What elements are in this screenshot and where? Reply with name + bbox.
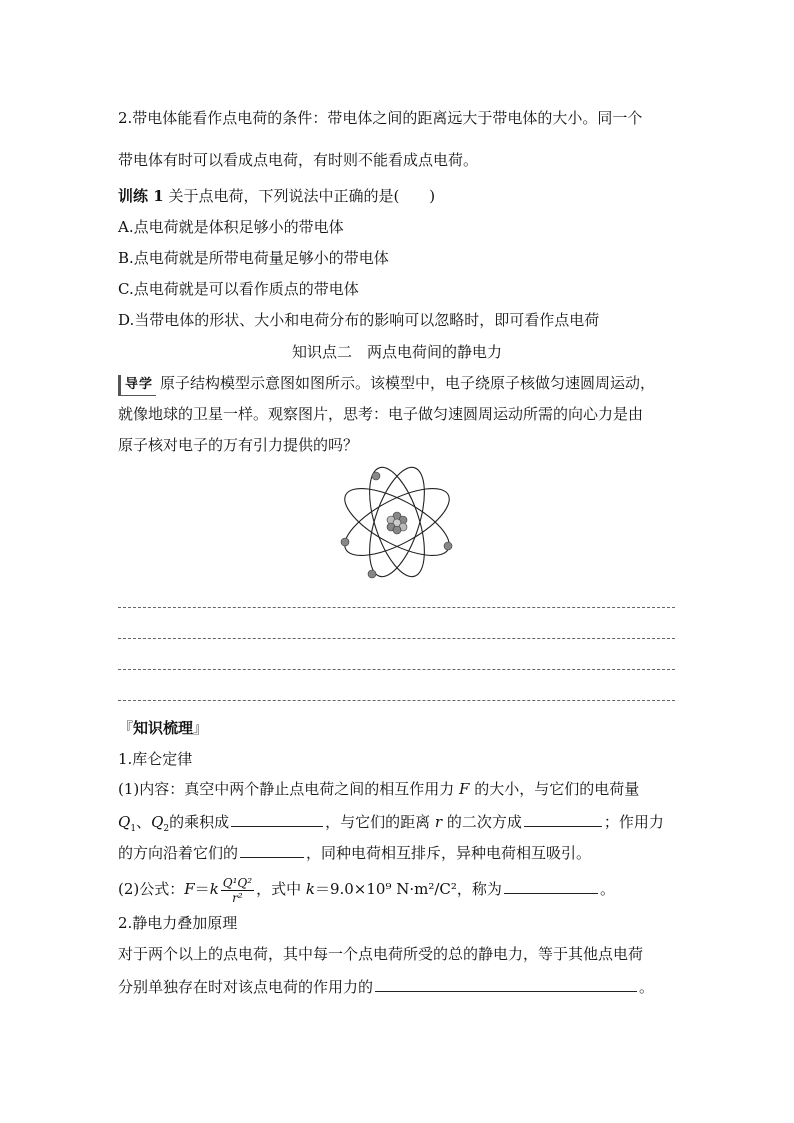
option-a: A.点电荷就是体积足够小的带电体 [118, 218, 344, 236]
guide-line3: 原子核对电子的万有引力提供的吗？ [118, 436, 359, 454]
coulomb-content-line2: $Q_1$、$Q_2$的乘积成 ，与它们的距离 r 的二次方成 ；作用力 [118, 810, 664, 839]
formula-fraction: $\frac{\text{Q¹Q²}}{\text{r²}}$ [222, 875, 253, 905]
training-label: 训练 1 [118, 187, 164, 205]
blank-constant-name[interactable] [504, 877, 598, 894]
electron [372, 472, 380, 480]
answer-line-1 [118, 607, 675, 608]
electron [368, 570, 376, 578]
superposition-line1: 对于两个以上的点电荷，其中每一个点电荷所受的总的静电力，等于其他点电荷 [118, 945, 644, 963]
answer-line-4 [118, 700, 675, 701]
atom-model-figure [337, 463, 457, 581]
electron [444, 542, 452, 550]
answer-line-2 [118, 638, 675, 639]
summary-heading: 『知识梳理』 [118, 719, 209, 737]
guide-tag: 导学 [118, 375, 156, 396]
coulomb-content-line3: 的方向沿着它们的 ，同种电荷相互排斥，异种电荷相互吸引。 [118, 841, 591, 863]
superposition-title: 2.静电力叠加原理 [118, 914, 238, 932]
blank-direction[interactable] [240, 841, 304, 858]
option-d: D.当带电体的形状、大小和电荷分布的影响可以忽略时，即可看作点电荷 [118, 311, 600, 329]
point2-line2: 带电体有时可以看成点电荷，有时则不能看成点电荷。 [118, 151, 479, 169]
superposition-line2: 分别单独存在时对该点电荷的作用力的 。 [118, 975, 654, 997]
training-stem: 关于点电荷，下列说法中正确的是( ) [163, 187, 436, 205]
formula-line: (2)公式：F＝k $\frac{\text{Q¹Q²}}{\text{r²}}$ ，式中 k＝9.0×10⁹ N·m²/C²，称为 。 [118, 875, 615, 905]
blank-proportional[interactable] [231, 810, 323, 827]
nucleus [387, 512, 407, 534]
blank-inverse[interactable] [524, 810, 602, 827]
knowledge-point-title: 知识点二 两点电荷间的静电力 [291, 343, 502, 361]
guide-text-1: 原子结构模型示意图如图所示。该模型中，电子绕原子核做匀速圆周运动， [160, 374, 656, 392]
guide-line1 [118, 373, 655, 396]
point2-line1: 2.带电体能看作点电荷的条件：带电体之间的距离远大于带电体的大小。同一个 [118, 109, 643, 127]
guide-line2: 就像地球的卫星一样。观察图片，思考：电子做匀速圆周运动所需的向心力是由 [118, 405, 644, 423]
coulomb-law-title: 1.库仑定律 [118, 750, 193, 768]
training-question [118, 186, 435, 206]
option-b: B.点电荷就是所带电荷量足够小的带电体 [118, 249, 389, 267]
electron [341, 538, 349, 546]
blank-vector-sum[interactable] [375, 975, 637, 992]
coulomb-content-line1: (1)内容：真空中两个静止点电荷之间的相互作用力 F 的大小，与它们的电荷量 [118, 780, 640, 798]
answer-line-3 [118, 669, 675, 670]
option-c: C.点电荷就是可以看作质点的带电体 [118, 280, 359, 298]
